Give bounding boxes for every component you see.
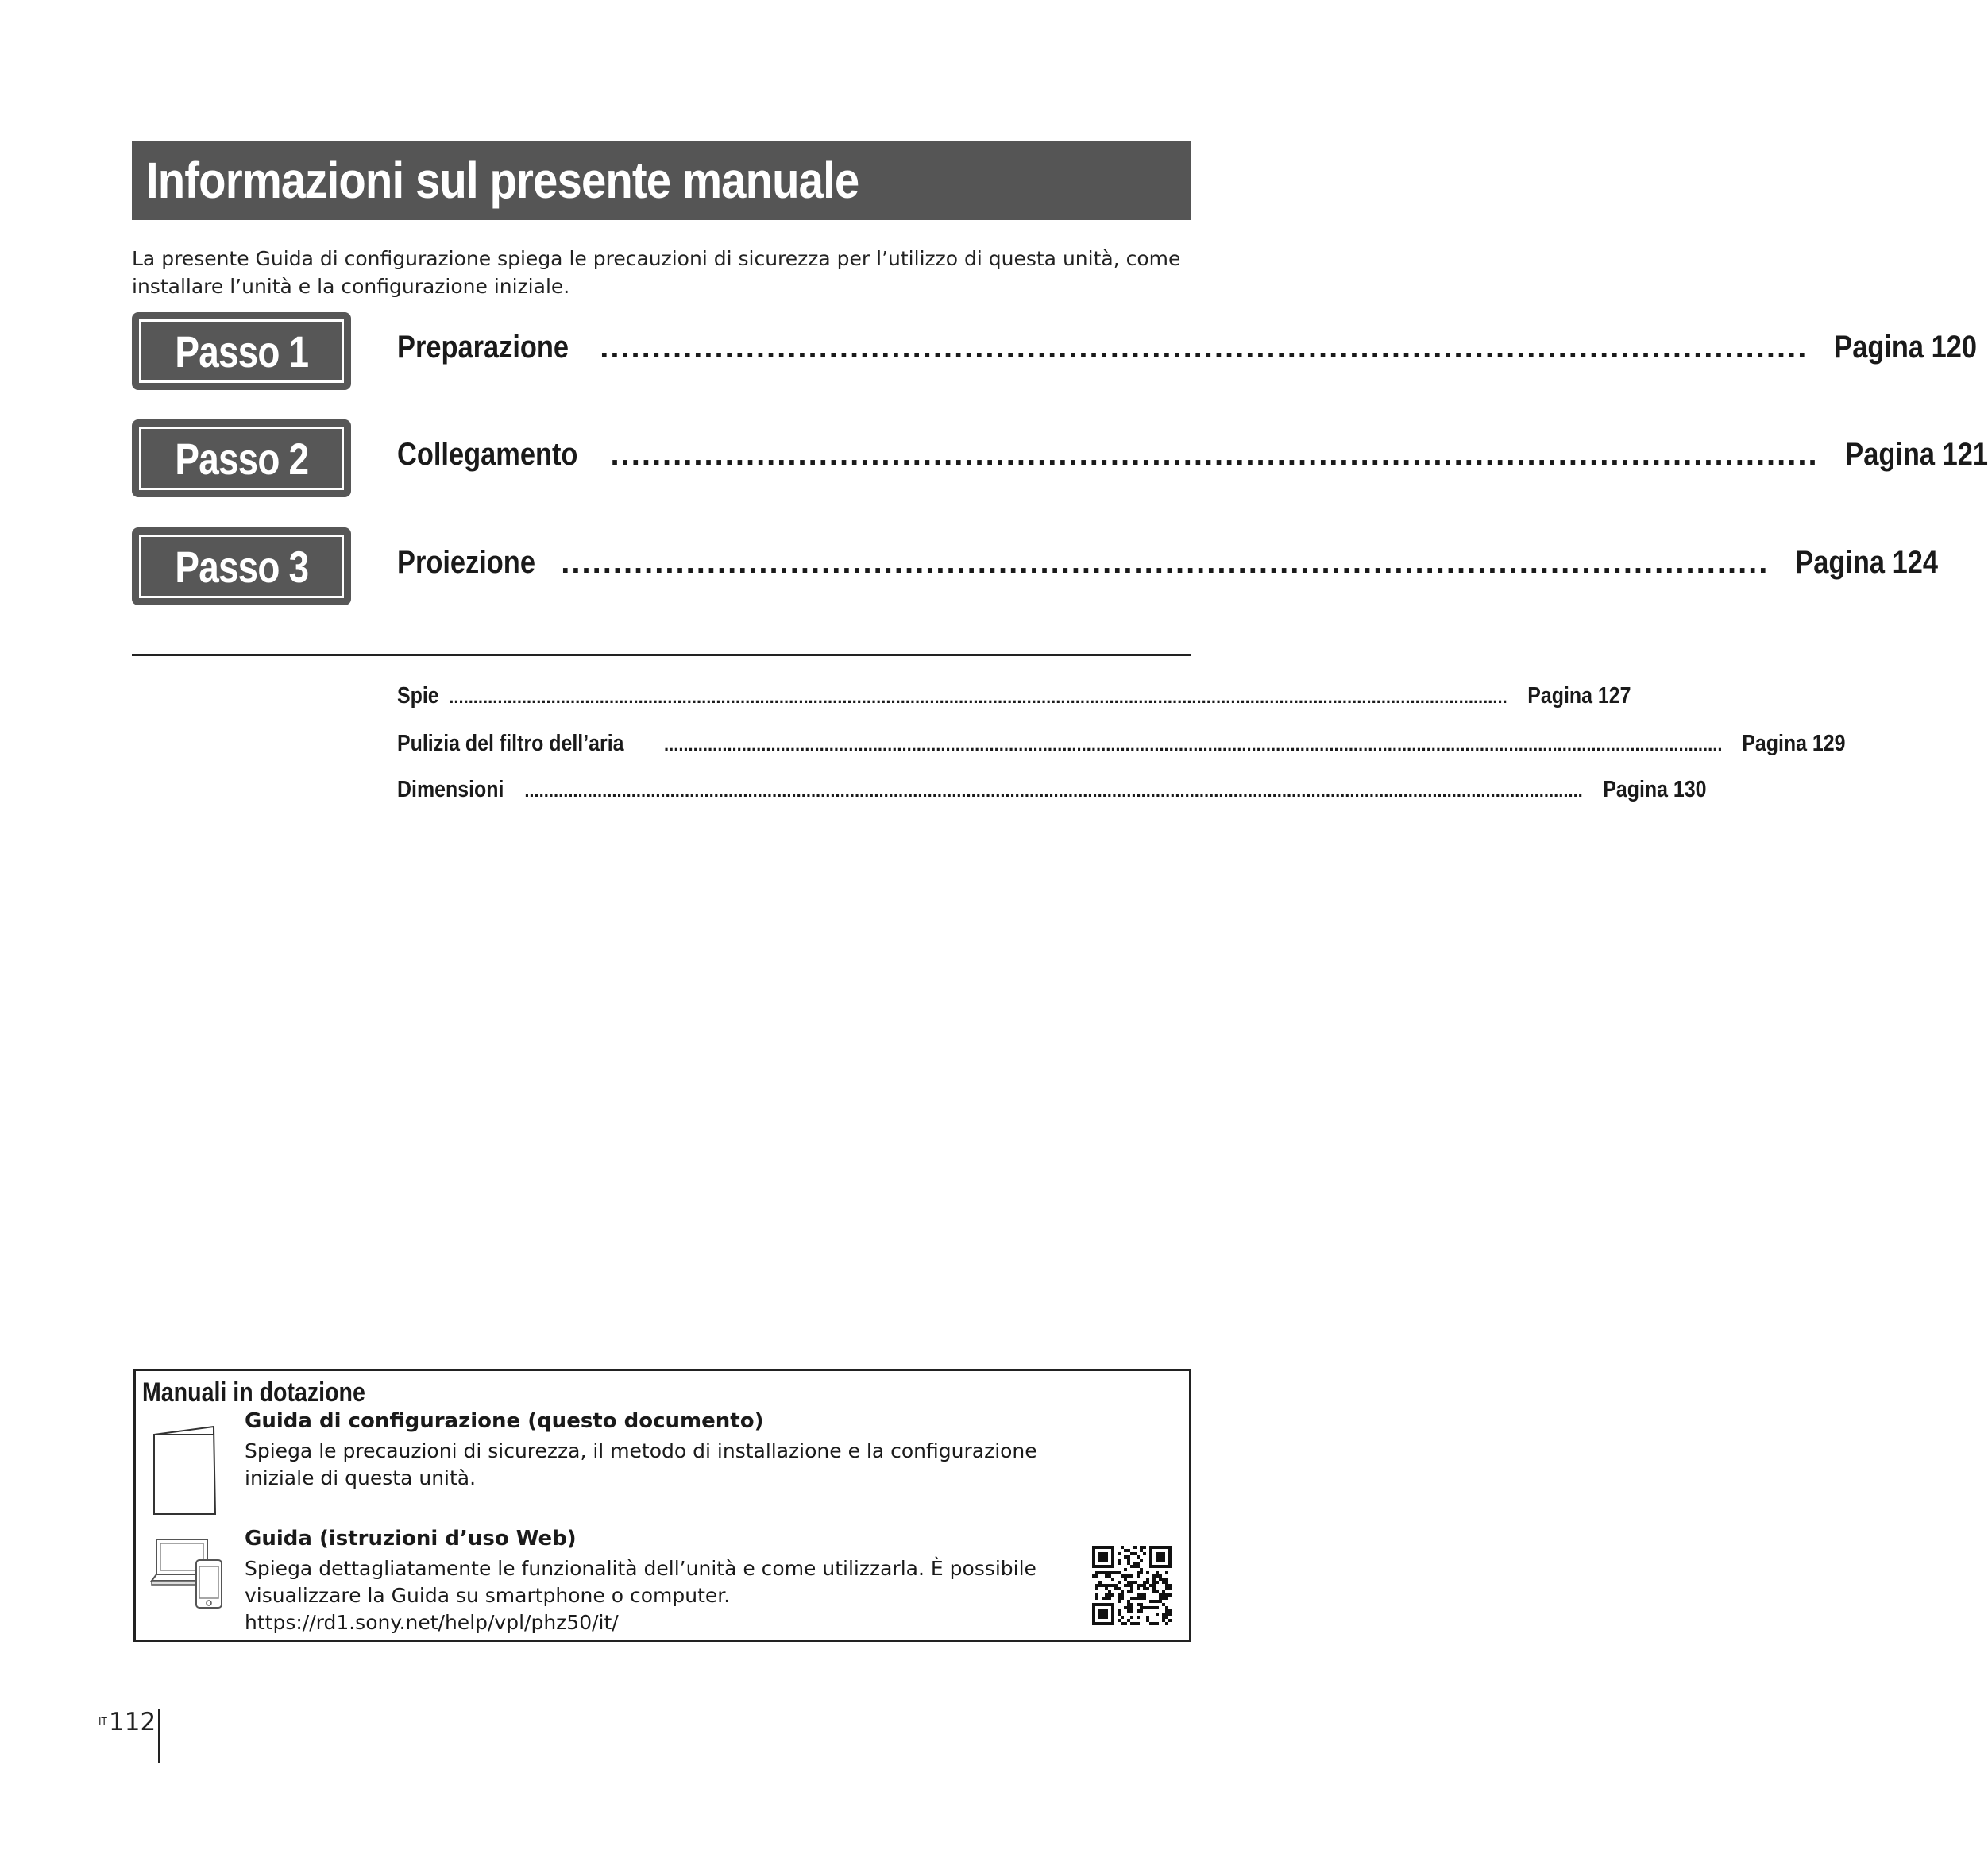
web-guide-desc-line: visualizzare la Guida su smartphone o computer. xyxy=(245,1584,731,1607)
toc-entry-proiezione[interactable] xyxy=(397,545,1939,581)
toc-entry-page: Pagina 124 xyxy=(1795,545,1939,580)
setup-guide-desc-line: iniziale di questa unità. xyxy=(245,1466,477,1489)
step-row-3[interactable] xyxy=(132,527,1939,607)
toc-leader: .......................................................................................................................................................................................................................... xyxy=(449,687,1507,707)
toc-leader: .................................................................................................................... xyxy=(561,545,1770,580)
setup-guide-desc-line: Spiega le precauzioni di sicurezza, il metodo di installazione e la configurazione xyxy=(245,1439,1037,1462)
toc-entry-page: Pagina 121 xyxy=(1844,437,1988,472)
step-label: Passo 1 xyxy=(175,326,308,377)
toc-entry-name: Pulizia del filtro dell’aria xyxy=(397,731,624,756)
toc-entry-pulizia-filtro[interactable] xyxy=(397,731,1846,757)
language-code: IT xyxy=(98,1716,107,1727)
web-guide-desc xyxy=(245,1555,1071,1636)
toc-entry-preparazione[interactable] xyxy=(397,330,1978,365)
step-badge-2 xyxy=(132,419,351,497)
toc-entry-page: Pagina 129 xyxy=(1742,731,1846,756)
toc-entry-dimensioni[interactable] xyxy=(397,777,1707,803)
toc-leader: .................................................................................................................... xyxy=(600,330,1809,365)
toc-entry-spie[interactable] xyxy=(397,683,1631,709)
footer-rule xyxy=(158,1709,160,1763)
toc-entry-name: Collegamento xyxy=(397,437,578,472)
web-guide-desc-line: Spiega dettagliatamente le funzionalità dell’unità e come utilizzarla. È possibile xyxy=(245,1557,1036,1580)
qr-code-icon[interactable] xyxy=(1092,1546,1172,1625)
step-label: Passo 3 xyxy=(175,541,308,592)
step-label: Passo 2 xyxy=(175,433,308,484)
web-guide-url[interactable]: https://rd1.sony.net/help/vpl/phz50/it/ xyxy=(245,1611,619,1634)
toc-leader: .......................................................................................................................................................................................................................... xyxy=(524,781,1583,801)
toc-leader: .................................................................................................................... xyxy=(610,437,1819,472)
toc-entry-name: Dimensioni xyxy=(397,777,504,802)
page-title: Informazioni sul presente manuale xyxy=(146,152,859,209)
page-number: 112 xyxy=(109,1708,156,1736)
divider xyxy=(132,654,1191,656)
title-bar xyxy=(132,141,1191,220)
manuals-box xyxy=(133,1369,1191,1642)
step-row-1[interactable] xyxy=(132,312,1978,392)
setup-guide-desc xyxy=(245,1438,1071,1492)
toc-entry-name: Proiezione xyxy=(397,545,535,580)
setup-guide-title: Guida di configurazione (questo documento) xyxy=(245,1409,764,1433)
web-guide-title: Guida (istruzioni d’uso Web) xyxy=(245,1527,577,1551)
manuals-title: Manuali in dotazione xyxy=(142,1377,365,1408)
toc-entry-collegamento[interactable] xyxy=(397,437,1988,473)
step-badge-1 xyxy=(132,312,351,390)
step-badge-3 xyxy=(132,527,351,605)
toc-entry-name: Spie xyxy=(397,683,439,709)
booklet-icon xyxy=(152,1423,220,1517)
step-row-2[interactable] xyxy=(132,419,1988,499)
toc-entry-page: Pagina 120 xyxy=(1834,330,1978,365)
toc-entry-page: Pagina 130 xyxy=(1603,777,1707,802)
computer-smartphone-icon xyxy=(150,1536,230,1616)
intro-paragraph: La presente Guida di configurazione spiega le precauzioni di sicurezza per l’utilizzo di questa unità, come installare l’unità e la configurazione iniziale. xyxy=(132,247,1181,298)
toc-entry-page: Pagina 127 xyxy=(1527,683,1631,709)
toc-entry-name: Preparazione xyxy=(397,330,569,365)
toc-leader: .......................................................................................................................................................................................................................... xyxy=(663,735,1723,755)
